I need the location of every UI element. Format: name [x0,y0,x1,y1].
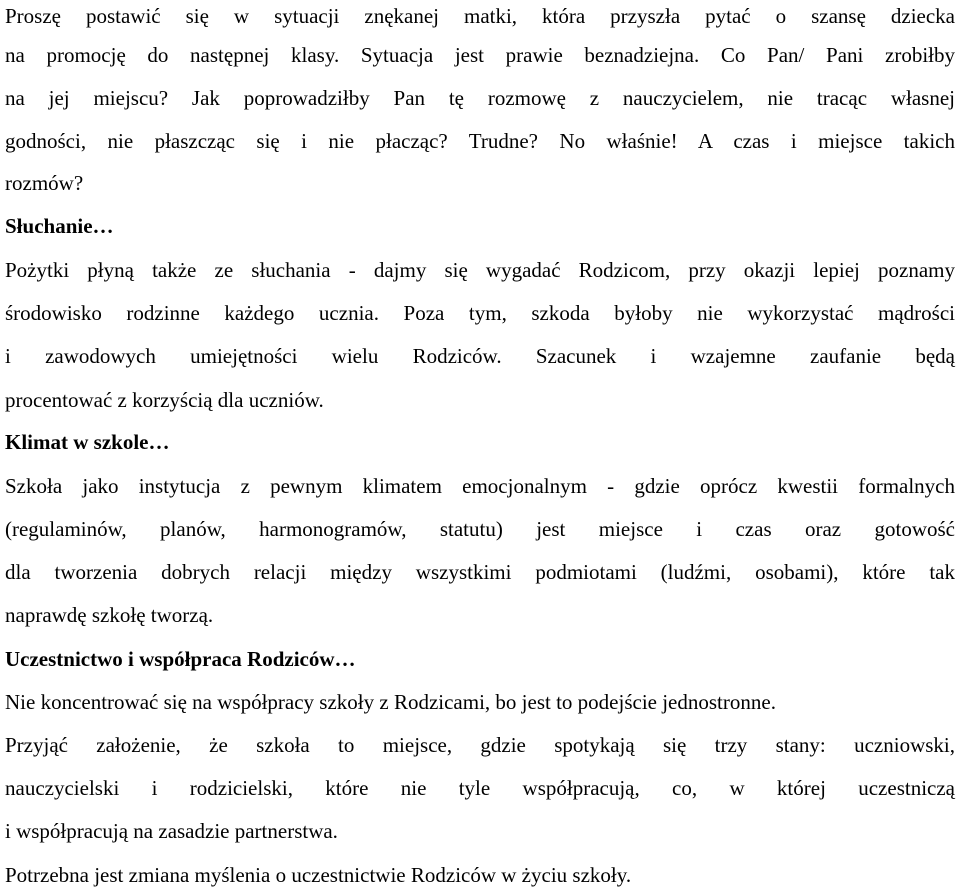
text-line: Szkoła jako instytucja z pewnym klimatem emocjonalnym - gdzie oprócz kwestii formalnych [5,474,955,498]
text-line: Proszę postawić się w sytuacji znękanej matki, która przyszła pytać o szansę dziecka [5,4,955,28]
text-line: Przyjąć założenie, że szkoła to miejsce, gdzie spotykają się trzy stany: uczniowski, [5,733,955,757]
text-line: Potrzebna jest zmiana myślenia o uczestnictwie Rodziców w życiu szkoły. [5,863,632,887]
section-heading: Uczestnictwo i współpraca Rodziców… [5,647,356,671]
text-line: środowisko rodzinne każdego ucznia. Poza tym, szkoda byłoby nie wykorzystać mądrości [5,301,955,325]
text-line: dla tworzenia dobrych relacji między wszystkimi podmiotami (ludźmi, osobami), które tak [5,560,955,584]
section-heading: Słuchanie… [5,214,114,238]
text-line: Pożytki płyną także ze słuchania - dajmy się wygadać Rodzicom, przy okazji lepiej poznamy [5,258,955,282]
text-line: na jej miejscu? Jak poprowadziłby Pan tę rozmowę z nauczycielem, nie tracąc własnej [5,86,955,110]
text-line: procentować z korzyścią dla uczniów. [5,388,324,412]
text-line: (regulaminów, planów, harmonogramów, statutu) jest miejsce i czas oraz gotowość [5,517,955,541]
text-line: naprawdę szkołę tworzą. [5,603,214,627]
text-line: rozmów? [5,171,84,195]
text-line: na promocję do następnej klasy. Sytuacja jest prawie beznadziejna. Co Pan/ Pani zrobiłby [5,43,955,67]
text-line: i zawodowych umiejętności wielu Rodziców. Szacunek i wzajemne zaufanie będą [5,344,955,368]
section-heading: Klimat w szkole… [5,430,170,454]
text-line: i współpracują na zasadzie partnerstwa. [5,819,338,843]
text-line: godności, nie płaszcząc się i nie płacząc? Trudne? No właśnie! A czas i miejsce takich [5,129,955,153]
text-line: Nie koncentrować się na współpracy szkoły z Rodzicami, bo jest to podejście jednostronne. [5,690,776,714]
text-line: nauczycielski i rodzicielski, które nie tyle współpracują, co, w której uczestniczą [5,776,955,800]
